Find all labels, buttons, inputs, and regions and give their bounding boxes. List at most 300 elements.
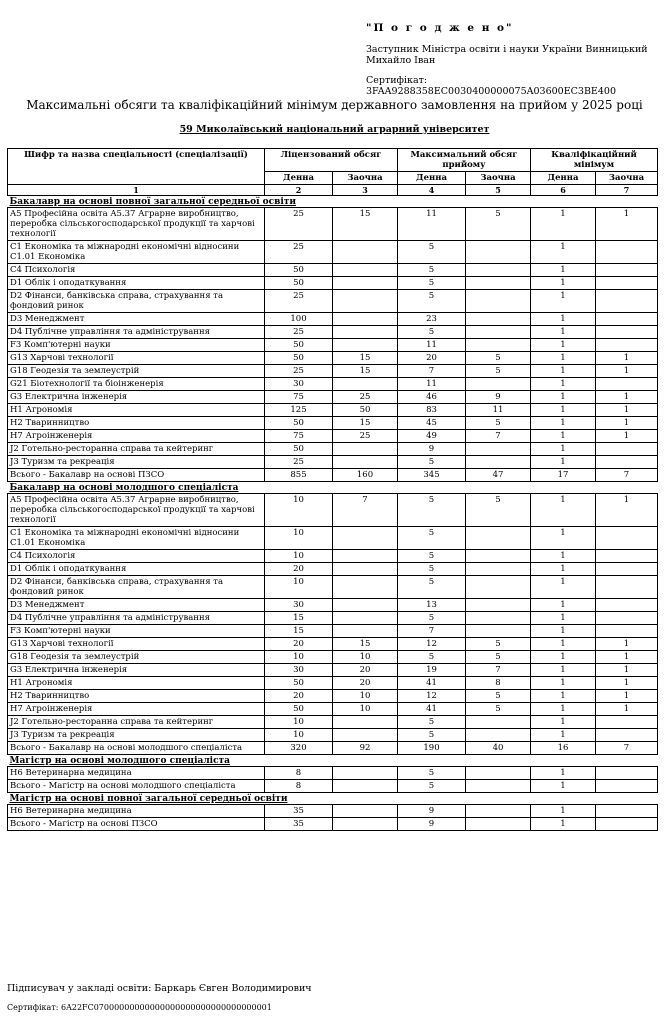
table-row: [8, 527, 658, 550]
header-ext: Заочна: [333, 172, 398, 185]
cell-min-d: 1: [531, 690, 596, 703]
table-row: [8, 443, 658, 456]
cell-lic-d: 10: [265, 527, 333, 550]
table-row: [8, 208, 658, 241]
cell-lic-d: 20: [265, 638, 333, 651]
cell-min-z: [596, 378, 658, 391]
cell-max-z: 7: [466, 430, 531, 443]
section-title: Бакалавр на основі молодшого спеціаліста: [8, 482, 658, 494]
cell-max-z: [466, 729, 531, 742]
cell-max-z: 8: [466, 677, 531, 690]
cell-min-z: [596, 818, 658, 831]
cell-lic-d: 50: [265, 264, 333, 277]
cell-lic-z: 15: [333, 352, 398, 365]
cell-min-d: 1: [531, 625, 596, 638]
cell-max-d: 5: [398, 494, 466, 527]
col-number: 1: [8, 185, 265, 196]
cell-lic-z: [333, 241, 398, 264]
cell-min-z: 1: [596, 365, 658, 378]
table-row: [8, 638, 658, 651]
specialty-name: J3 Туризм та рекреація: [8, 729, 265, 742]
cell-lic-d: 50: [265, 352, 333, 365]
cell-max-d: 5: [398, 527, 466, 550]
cell-min-d: 1: [531, 391, 596, 404]
document-title: Максимальні обсяги та кваліфікаційний мінімум державного замовлення на прийом у 2025 році: [26, 98, 643, 112]
specialty-name: H2 Тваринництво: [8, 690, 265, 703]
table-row: [8, 339, 658, 352]
specialty-name: H2 Тваринництво: [8, 417, 265, 430]
cell-min-d: 1: [531, 780, 596, 793]
table-row: [8, 599, 658, 612]
cell-max-z: [466, 277, 531, 290]
quota-table: [7, 148, 658, 831]
cell-lic-z: [333, 339, 398, 352]
cell-min-d: 1: [531, 264, 596, 277]
cell-lic-d: 320: [265, 742, 333, 755]
table-row: [8, 456, 658, 469]
cell-max-d: 13: [398, 599, 466, 612]
cell-max-d: 7: [398, 365, 466, 378]
cell-min-z: [596, 805, 658, 818]
table-row: [8, 494, 658, 527]
specialty-name: G21 Біотехнології та біоінженерія: [8, 378, 265, 391]
table-row: [8, 625, 658, 638]
cell-lic-d: 30: [265, 378, 333, 391]
header-day: Денна: [531, 172, 596, 185]
cell-min-d: 1: [531, 716, 596, 729]
cell-lic-d: 10: [265, 716, 333, 729]
cell-lic-z: [333, 527, 398, 550]
cell-max-z: [466, 264, 531, 277]
signer: Підписувач у закладі освіти: Баркарь Євген Володимирович: [7, 983, 312, 994]
table-row: [8, 550, 658, 563]
cell-max-z: [466, 818, 531, 831]
specialty-name: H7 Агроінженерія: [8, 430, 265, 443]
cell-min-z: 1: [596, 208, 658, 241]
cell-max-d: 5: [398, 326, 466, 339]
cell-max-d: 23: [398, 313, 466, 326]
header-spec: Шифр та назва спеціальності (спеціалізації): [8, 149, 265, 185]
specialty-name: G3 Електрична інженерія: [8, 391, 265, 404]
cell-lic-z: [333, 277, 398, 290]
header-ext: Заочна: [466, 172, 531, 185]
cell-min-z: 1: [596, 677, 658, 690]
cell-lic-z: 10: [333, 651, 398, 664]
specialty-name: D4 Публічне управління та адміністрування: [8, 612, 265, 625]
specialty-name: G18 Геодезія та землеустрій: [8, 651, 265, 664]
cell-min-z: 1: [596, 391, 658, 404]
cell-min-d: 1: [531, 456, 596, 469]
cell-lic-d: 855: [265, 469, 333, 482]
cell-max-d: 20: [398, 352, 466, 365]
specialty-name: J2 Готельно-ресторанна справа та кейтеринг: [8, 716, 265, 729]
specialty-name: H1 Агрономія: [8, 677, 265, 690]
cell-min-d: 1: [531, 729, 596, 742]
cell-max-d: 5: [398, 290, 466, 313]
cell-min-z: 1: [596, 417, 658, 430]
header-ext: Заочна: [596, 172, 658, 185]
cell-min-d: 1: [531, 417, 596, 430]
cell-lic-z: 10: [333, 690, 398, 703]
cell-min-z: [596, 241, 658, 264]
table-row: [8, 818, 658, 831]
cell-min-z: [596, 264, 658, 277]
cell-max-z: [466, 550, 531, 563]
cell-max-d: 5: [398, 550, 466, 563]
table-row: [8, 290, 658, 313]
cell-min-d: 1: [531, 818, 596, 831]
cell-min-d: 1: [531, 638, 596, 651]
table-row: [8, 563, 658, 576]
table-row: [8, 277, 658, 290]
cell-max-d: 5: [398, 576, 466, 599]
cell-max-d: 5: [398, 651, 466, 664]
col-number: 2: [265, 185, 333, 196]
cell-min-d: 1: [531, 443, 596, 456]
cell-max-d: 5: [398, 729, 466, 742]
specialty-name: A5 Професійна освіта A5.37 Аграрне виробництво, переробка сільськогосподарської продукції та харчові технології: [8, 208, 265, 241]
cell-max-z: 9: [466, 391, 531, 404]
cell-lic-z: 20: [333, 664, 398, 677]
cell-lic-d: 8: [265, 780, 333, 793]
approval-tag: "П о г о д ж е н о": [366, 22, 514, 34]
table-row: [8, 677, 658, 690]
specialty-name: C1 Економіка та міжнародні економічні відносини C1.01 Економіка: [8, 527, 265, 550]
cell-max-d: 9: [398, 805, 466, 818]
cell-max-d: 41: [398, 677, 466, 690]
cell-min-z: [596, 576, 658, 599]
cell-max-z: [466, 612, 531, 625]
cell-min-z: 1: [596, 638, 658, 651]
cell-lic-d: 50: [265, 677, 333, 690]
cell-min-z: [596, 456, 658, 469]
table-row: [8, 326, 658, 339]
cell-lic-d: 35: [265, 805, 333, 818]
table-row: [8, 703, 658, 716]
cell-max-z: [466, 378, 531, 391]
cell-lic-z: [333, 780, 398, 793]
specialty-name: Всього - Магістр на основі ПЗСО: [8, 818, 265, 831]
cell-lic-z: [333, 729, 398, 742]
university-name: 59 Миколаївський національний аграрний університет: [179, 124, 490, 135]
table-row: [8, 576, 658, 599]
cell-max-d: 5: [398, 456, 466, 469]
cell-lic-z: [333, 378, 398, 391]
specialty-name: F3 Комп'ютерні науки: [8, 625, 265, 638]
cell-lic-d: 10: [265, 729, 333, 742]
cell-max-z: [466, 563, 531, 576]
cell-lic-z: [333, 563, 398, 576]
table-row: [8, 805, 658, 818]
table-row: [8, 241, 658, 264]
col-number: 3: [333, 185, 398, 196]
cell-max-z: 5: [466, 494, 531, 527]
table-row: [8, 690, 658, 703]
cell-lic-z: [333, 443, 398, 456]
cell-lic-d: 125: [265, 404, 333, 417]
table-row: [8, 378, 658, 391]
cell-lic-z: 25: [333, 430, 398, 443]
header-max: Максимальний обсяг прийому: [398, 149, 531, 172]
cell-max-d: 11: [398, 208, 466, 241]
table-row: [8, 651, 658, 664]
cell-lic-d: 50: [265, 277, 333, 290]
specialty-name: D4 Публічне управління та адміністрування: [8, 326, 265, 339]
cell-min-d: 1: [531, 805, 596, 818]
cell-min-d: 17: [531, 469, 596, 482]
table-row: [8, 264, 658, 277]
section-title: Бакалавр на основі повної загальної середньої освіти: [8, 196, 658, 208]
cell-lic-z: 15: [333, 638, 398, 651]
cell-min-d: 1: [531, 767, 596, 780]
cell-min-d: 1: [531, 208, 596, 241]
cell-min-z: 1: [596, 690, 658, 703]
cell-min-z: [596, 550, 658, 563]
cell-min-z: [596, 780, 658, 793]
cell-min-d: 1: [531, 365, 596, 378]
cell-lic-d: 20: [265, 690, 333, 703]
cell-min-z: 1: [596, 352, 658, 365]
cell-max-d: 190: [398, 742, 466, 755]
specialty-name: C1 Економіка та міжнародні економічні відносини C1.01 Економіка: [8, 241, 265, 264]
cell-max-z: 47: [466, 469, 531, 482]
cell-max-z: [466, 339, 531, 352]
cell-max-z: [466, 576, 531, 599]
specialty-name: A5 Професійна освіта A5.37 Аграрне виробництво, переробка сільськогосподарської продукції та харчові технології: [8, 494, 265, 527]
cell-min-z: 7: [596, 742, 658, 755]
cell-lic-d: 100: [265, 313, 333, 326]
section-header-row: [8, 755, 658, 767]
cell-max-z: [466, 456, 531, 469]
col-number: 5: [466, 185, 531, 196]
table-row: [8, 469, 658, 482]
cell-min-z: [596, 625, 658, 638]
cell-max-z: 11: [466, 404, 531, 417]
cell-min-z: [596, 443, 658, 456]
cell-min-d: 1: [531, 651, 596, 664]
cell-min-d: 1: [531, 241, 596, 264]
cell-min-z: 1: [596, 494, 658, 527]
cell-lic-z: [333, 818, 398, 831]
table-row: [8, 365, 658, 378]
cell-lic-d: 25: [265, 241, 333, 264]
table-row: [8, 716, 658, 729]
specialty-name: F3 Комп'ютерні науки: [8, 339, 265, 352]
cell-min-d: 1: [531, 430, 596, 443]
cell-lic-d: 8: [265, 767, 333, 780]
cell-lic-d: 75: [265, 391, 333, 404]
table-row: [8, 612, 658, 625]
table-row: [8, 729, 658, 742]
specialty-name: G3 Електрична інженерія: [8, 664, 265, 677]
header-day: Денна: [265, 172, 333, 185]
cell-lic-z: 15: [333, 208, 398, 241]
specialty-name: H6 Ветеринарна медицина: [8, 767, 265, 780]
cell-min-d: 1: [531, 326, 596, 339]
cell-max-z: 5: [466, 208, 531, 241]
cell-max-z: [466, 241, 531, 264]
specialty-name: Всього - Магістр на основі молодшого спеціаліста: [8, 780, 265, 793]
cell-max-z: 7: [466, 664, 531, 677]
approval-block: [366, 22, 666, 97]
cell-max-d: 49: [398, 430, 466, 443]
table-row: [8, 391, 658, 404]
cell-max-d: 41: [398, 703, 466, 716]
cell-lic-z: [333, 456, 398, 469]
approver-position: Заступник Міністра освіти і науки України Винницький: [366, 44, 648, 55]
cell-max-z: [466, 290, 531, 313]
cell-min-d: 1: [531, 277, 596, 290]
cell-max-d: 9: [398, 443, 466, 456]
col-number: 6: [531, 185, 596, 196]
header-min: Кваліфікаційний мінімум: [531, 149, 658, 172]
cell-lic-d: 15: [265, 612, 333, 625]
cell-max-d: 45: [398, 417, 466, 430]
cell-lic-d: 35: [265, 818, 333, 831]
cell-lic-z: [333, 767, 398, 780]
specialty-name: D3 Менеджмент: [8, 599, 265, 612]
cell-max-z: [466, 443, 531, 456]
section-title: Магістр на основі повної загальної середньої освіти: [8, 793, 658, 805]
cell-min-d: 1: [531, 339, 596, 352]
header-licensed: Ліцензований обсяг: [265, 149, 398, 172]
cell-min-z: [596, 290, 658, 313]
cell-min-d: 1: [531, 576, 596, 599]
cell-max-z: [466, 767, 531, 780]
specialty-name: G13 Харчові технології: [8, 352, 265, 365]
specialty-name: C4 Психологія: [8, 550, 265, 563]
cell-lic-z: [333, 805, 398, 818]
cell-min-z: 7: [596, 469, 658, 482]
cell-lic-d: 30: [265, 599, 333, 612]
cell-max-z: [466, 326, 531, 339]
cell-min-z: [596, 767, 658, 780]
cell-min-d: 16: [531, 742, 596, 755]
cell-min-d: 1: [531, 290, 596, 313]
cell-max-d: 19: [398, 664, 466, 677]
specialty-name: D3 Менеджмент: [8, 313, 265, 326]
cell-max-z: [466, 780, 531, 793]
table-row: [8, 742, 658, 755]
cell-max-z: 5: [466, 352, 531, 365]
specialty-name: C4 Психологія: [8, 264, 265, 277]
cell-min-z: [596, 339, 658, 352]
cell-lic-z: [333, 625, 398, 638]
table-row: [8, 313, 658, 326]
section-header-row: [8, 793, 658, 805]
cell-lic-d: 15: [265, 625, 333, 638]
cell-lic-d: 10: [265, 494, 333, 527]
cell-lic-d: 10: [265, 550, 333, 563]
cell-lic-d: 25: [265, 326, 333, 339]
cell-max-d: 5: [398, 241, 466, 264]
cell-lic-z: 92: [333, 742, 398, 755]
cell-max-d: 11: [398, 378, 466, 391]
cell-lic-d: 30: [265, 664, 333, 677]
header-day: Денна: [398, 172, 466, 185]
cell-max-d: 345: [398, 469, 466, 482]
table-row: [8, 780, 658, 793]
cell-min-d: 1: [531, 494, 596, 527]
cell-lic-d: 20: [265, 563, 333, 576]
specialty-name: G18 Геодезія та землеустрій: [8, 365, 265, 378]
cell-min-z: 1: [596, 664, 658, 677]
cell-lic-d: 10: [265, 576, 333, 599]
cell-max-z: [466, 313, 531, 326]
cell-max-d: 46: [398, 391, 466, 404]
specialty-name: D1 Облік і оподаткування: [8, 277, 265, 290]
table-row: [8, 352, 658, 365]
cell-min-d: 1: [531, 550, 596, 563]
cell-min-d: 1: [531, 563, 596, 576]
cell-max-d: 83: [398, 404, 466, 417]
cell-lic-z: [333, 290, 398, 313]
cell-min-z: [596, 326, 658, 339]
cell-min-z: [596, 599, 658, 612]
specialty-name: Всього - Бакалавр на основі ПЗСО: [8, 469, 265, 482]
specialty-name: D1 Облік і оподаткування: [8, 563, 265, 576]
cell-lic-z: 10: [333, 703, 398, 716]
cell-lic-z: [333, 326, 398, 339]
cell-max-z: [466, 527, 531, 550]
cell-max-z: [466, 625, 531, 638]
cell-lic-z: 160: [333, 469, 398, 482]
cell-min-z: 1: [596, 651, 658, 664]
cell-min-z: [596, 716, 658, 729]
cell-min-d: 1: [531, 404, 596, 417]
cell-lic-z: 50: [333, 404, 398, 417]
col-number: 4: [398, 185, 466, 196]
cell-max-z: 5: [466, 638, 531, 651]
specialty-name: J2 Готельно-ресторанна справа та кейтеринг: [8, 443, 265, 456]
cell-lic-z: [333, 599, 398, 612]
cell-lic-d: 50: [265, 443, 333, 456]
cell-lic-d: 50: [265, 703, 333, 716]
cell-min-d: 1: [531, 527, 596, 550]
cell-max-d: 5: [398, 277, 466, 290]
cell-lic-z: [333, 612, 398, 625]
cell-max-z: [466, 599, 531, 612]
table-row: [8, 664, 658, 677]
cell-min-z: [596, 563, 658, 576]
cell-max-d: 5: [398, 563, 466, 576]
cell-lic-z: [333, 264, 398, 277]
cell-lic-d: 25: [265, 456, 333, 469]
cell-max-d: 5: [398, 767, 466, 780]
specialty-name: H6 Ветеринарна медицина: [8, 805, 265, 818]
specialty-name: H1 Агрономія: [8, 404, 265, 417]
cell-max-z: 5: [466, 417, 531, 430]
cell-min-d: 1: [531, 378, 596, 391]
cell-min-d: 1: [531, 599, 596, 612]
cell-max-d: 5: [398, 716, 466, 729]
signer-certificate: Сертифікат: 6A22FC07000000000000000000000000000000001: [7, 1003, 272, 1012]
section-header-row: [8, 482, 658, 494]
cell-lic-z: 15: [333, 417, 398, 430]
cell-max-z: [466, 716, 531, 729]
cell-lic-z: [333, 313, 398, 326]
cell-lic-d: 50: [265, 339, 333, 352]
specialty-name: Всього - Бакалавр на основі молодшого спеціаліста: [8, 742, 265, 755]
cell-min-d: 1: [531, 677, 596, 690]
cell-min-d: 1: [531, 313, 596, 326]
col-number: 7: [596, 185, 658, 196]
approver-name: Михайло Іван: [366, 55, 436, 66]
cell-max-d: 5: [398, 780, 466, 793]
table-body: [8, 196, 658, 831]
cell-lic-d: 25: [265, 208, 333, 241]
specialty-name: G13 Харчові технології: [8, 638, 265, 651]
